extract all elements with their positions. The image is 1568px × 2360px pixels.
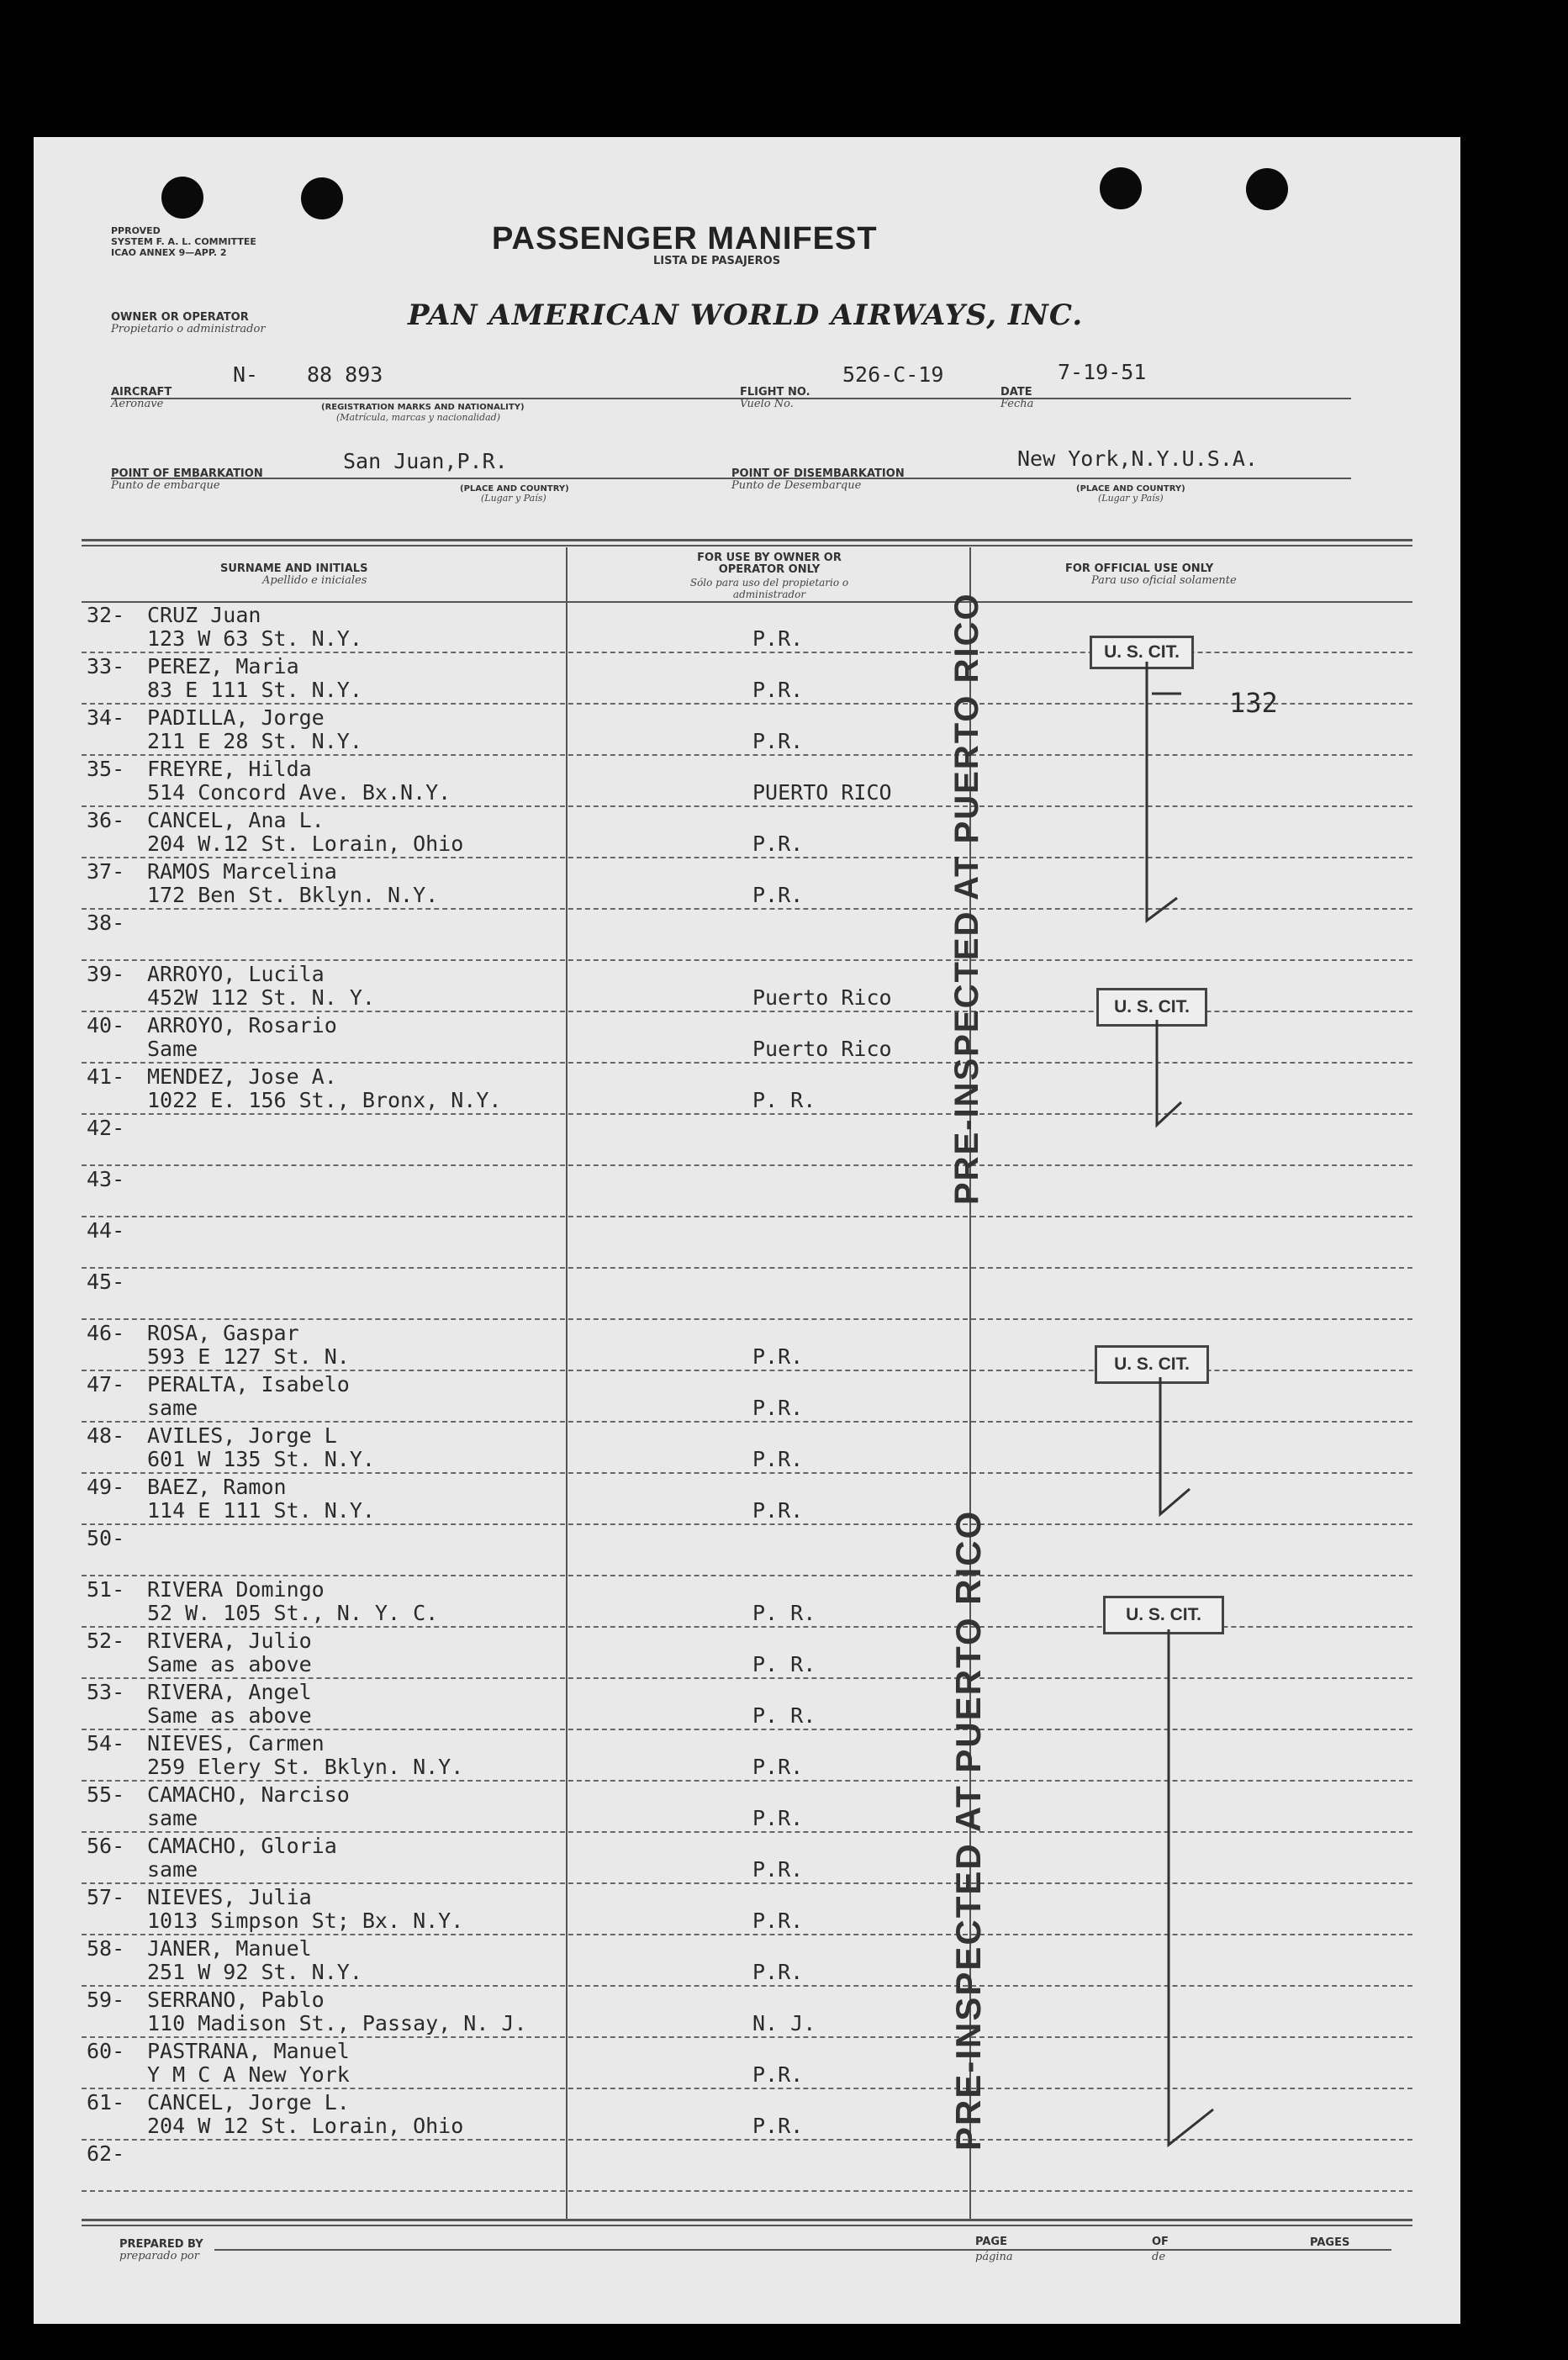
row-number: 41- [87,1064,125,1089]
row-number: 33- [87,654,125,678]
passenger-address: 1022 E. 156 St., Bronx, N.Y. [147,1088,502,1112]
passenger-address: 204 W.12 St. Lorain, Ohio [147,832,464,856]
embark-value: San Juan,P.R. [343,449,508,473]
of-label: OF [1152,2236,1169,2248]
citizen-stamp: U. S. CIT. [1103,1596,1224,1634]
passenger-name: RIVERA, Angel [147,1680,312,1704]
operator-code: P.R. [752,2062,804,2087]
passenger-name: PASTRANA, Manuel [147,2039,350,2063]
passenger-address: 1013 Simpson St; Bx. N.Y. [147,1909,464,1933]
committee-label: SYSTEM F. A. L. COMMITTEE [111,236,256,247]
passenger-address: 172 Ben St. Bklyn. N.Y. [147,883,439,907]
passenger-name: AVILES, Jorge L [147,1423,337,1448]
passenger-name: CRUZ Juan [147,603,261,627]
aircraft-label-es: Aeronave [111,398,164,410]
passenger-name: PEREZ, Maria [147,654,299,678]
row-number: 57- [87,1885,125,1909]
row-number: 42- [87,1116,125,1140]
date-value: 7-19-51 [1058,360,1147,384]
passenger-name: FREYRE, Hilda [147,757,312,781]
passenger-address: 593 E 127 St. N. [147,1344,350,1369]
icao-label: ICAO ANNEX 9—APP. 2 [111,247,227,258]
operator-code: Puerto Rico [752,985,892,1010]
passenger-name: SERRANO, Pablo [147,1988,325,2012]
passenger-address: same [147,1806,198,1830]
row-number: 46- [87,1321,125,1345]
operator-code: P. R. [752,1703,816,1728]
operator-code: P. R. [752,1601,816,1625]
flight-label: FLIGHT NO. [740,386,810,399]
operator-code: P.R. [752,1396,804,1420]
disembark-value: New York,N.Y.U.S.A. [1017,446,1258,471]
passenger-name: CAMACHO, Gloria [147,1834,337,1858]
row-number: 60- [87,2039,125,2063]
passenger-name: CAMACHO, Narciso [147,1782,350,1807]
citizen-stamp: U. S. CIT. [1096,988,1207,1027]
row-number: 36- [87,808,125,832]
passenger-address: 204 W 12 St. Lorain, Ohio [147,2114,464,2138]
operator-code: P.R. [752,2114,804,2138]
passenger-name: PERALTA, Isabelo [147,1372,350,1396]
row-number: 43- [87,1167,125,1191]
date-label: DATE [1000,386,1032,399]
preinspected-stamp: PRE-INSPECTED AT PUERTO RICO [948,1509,988,2151]
passenger-name: JANER, Manuel [147,1936,312,1961]
passenger-address: Same as above [147,1703,312,1728]
passenger-name: NIEVES, Carmen [147,1731,325,1755]
operator-code: P.R. [752,1498,804,1523]
operator-code: N. J. [752,2011,816,2035]
approved-label: PPROVED [111,225,161,236]
passenger-address: 114 E 111 St. N.Y. [147,1498,375,1523]
passenger-address: Same [147,1037,198,1061]
operator-code: P.R. [752,1909,804,1933]
page-label: PAGE [975,2236,1007,2248]
disembark-place-note-es: (Lugar y País) [1098,493,1164,504]
owner-label-es: Propietario o administrador [111,323,266,335]
operator-code: PUERTO RICO [752,780,892,805]
col-operator-header: FOR USE BY OWNER OR OPERATOR ONLY [697,552,842,576]
passenger-name: RAMOS Marcelina [147,859,337,884]
operator-code: P.R. [752,1857,804,1882]
passenger-name: RIVERA, Julio [147,1629,312,1653]
registration-note-es: (Matrícula, marcas y nacionalidad) [336,412,500,423]
date-label-es: Fecha [1000,398,1034,410]
row-number: 34- [87,705,125,730]
row-number: 47- [87,1372,125,1396]
passenger-name: MENDEZ, Jose A. [147,1064,337,1089]
passenger-address: 251 W 92 St. N.Y. [147,1960,362,1984]
operator-code: P.R. [752,729,804,753]
operator-code: P.R. [752,1344,804,1369]
citizen-stamp: U. S. CIT. [1095,1345,1209,1384]
disembark-label-es: Punto de Desembarque [731,479,862,492]
operator-code: P.R. [752,832,804,856]
operator-code: P.R. [752,883,804,907]
company-name: PAN AMERICAN WORLD AIRWAYS, INC. [408,298,1084,332]
row-number: 51- [87,1577,125,1602]
aircraft-value: 88 893 [307,362,383,387]
row-number: 48- [87,1423,125,1448]
passenger-address: 52 W. 105 St., N. Y. C. [147,1601,439,1625]
embark-place-note-es: (Lugar y País) [481,493,546,504]
passenger-address: 110 Madison St., Passay, N. J. [147,2011,527,2035]
passenger-address: 514 Concord Ave. Bx.N.Y. [147,780,451,805]
passenger-name: ROSA, Gaspar [147,1321,299,1345]
flight-value: 526-C-19 [842,362,944,387]
passenger-name: PADILLA, Jorge [147,705,325,730]
disembark-place-note: (PLACE AND COUNTRY) [1076,484,1185,494]
passenger-address: 601 W 135 St. N.Y. [147,1447,375,1471]
col-operator-header-es: Sólo para uso del propietario o administrador [689,577,849,600]
manifest-sheet [34,137,1460,2324]
row-number: 56- [87,1834,125,1858]
operator-code: P. R. [752,1088,816,1112]
row-number: 45- [87,1270,125,1294]
passenger-name: ARROYO, Rosario [147,1013,337,1037]
passenger-address: 211 E 28 St. N.Y. [147,729,362,753]
page-subtitle: LISTA DE PASAJEROS [653,255,781,267]
row-number: 53- [87,1680,125,1704]
col-official-header-es: Para uso oficial solamente [1091,574,1237,587]
passenger-address: same [147,1857,198,1882]
operator-code: P.R. [752,1960,804,1984]
of-label-es: de [1152,2251,1166,2263]
prepared-by-label: PREPARED BY [119,2238,203,2251]
passenger-address: same [147,1396,198,1420]
operator-code: P. R. [752,1652,816,1676]
operator-code: P.R. [752,626,804,651]
passenger-address: 123 W 63 St. N.Y. [147,626,362,651]
passenger-count: 132 [1229,687,1278,719]
citizen-stamp: U. S. CIT. [1090,636,1194,669]
registration-note: (REGISTRATION MARKS AND NATIONALITY) [321,403,525,412]
col-surname-header: SURNAME AND INITIALS [220,562,368,575]
passenger-name: CANCEL, Ana L. [147,808,325,832]
passenger-address: 259 Elery St. Bklyn. N.Y. [147,1755,464,1779]
row-number: 40- [87,1013,125,1037]
passenger-address: 83 E 111 St. N.Y. [147,678,362,702]
prepared-by-label-es: preparado por [119,2250,199,2262]
page-title: PASSENGER MANIFEST [492,221,878,256]
preinspected-stamp: PRE-INSPECTED AT PUERTO RICO [948,592,985,1205]
row-number: 58- [87,1936,125,1961]
row-number: 52- [87,1629,125,1653]
disembark-label: POINT OF DISEMBARKATION [731,467,905,480]
operator-code: P.R. [752,1755,804,1779]
embark-label-es: Punto de embarque [111,479,220,492]
passenger-name: CANCEL, Jorge L. [147,2090,350,2114]
passenger-name: BAEZ, Ramon [147,1475,287,1499]
row-number: 39- [87,962,125,986]
official-bracket-marks [34,137,1460,2324]
row-number: 38- [87,911,125,935]
passenger-name: ARROYO, Lucila [147,962,325,986]
owner-label: OWNER OR OPERATOR [111,311,249,324]
row-number: 44- [87,1218,125,1243]
aircraft-prefix: N- [233,362,259,387]
row-number: 49- [87,1475,125,1499]
row-number: 54- [87,1731,125,1755]
pages-label: PAGES [1310,2236,1350,2249]
operator-code: Puerto Rico [752,1037,892,1061]
flight-label-es: Vuelo No. [740,398,794,410]
operator-code: P.R. [752,1447,804,1471]
row-number: 35- [87,757,125,781]
row-number: 59- [87,1988,125,2012]
aircraft-label: AIRCRAFT [111,386,172,399]
row-number: 50- [87,1526,125,1550]
passenger-address: 452W 112 St. N. Y. [147,985,375,1010]
passenger-address: Y M C A New York [147,2062,350,2087]
col-official-header: FOR OFFICIAL USE ONLY [1065,562,1214,575]
page-label-es: página [975,2251,1013,2263]
row-number: 32- [87,603,125,627]
passenger-name: RIVERA Domingo [147,1577,325,1602]
operator-code: P.R. [752,678,804,702]
col-surname-header-es: Apellido e iniciales [262,574,367,587]
passenger-name: NIEVES, Julia [147,1885,312,1909]
row-number: 55- [87,1782,125,1807]
embark-label: POINT OF EMBARKATION [111,467,263,480]
row-number: 62- [87,2141,125,2166]
embark-place-note: (PLACE AND COUNTRY) [460,484,569,494]
row-number: 37- [87,859,125,884]
row-number: 61- [87,2090,125,2114]
passenger-address: Same as above [147,1652,312,1676]
operator-code: P.R. [752,1806,804,1830]
